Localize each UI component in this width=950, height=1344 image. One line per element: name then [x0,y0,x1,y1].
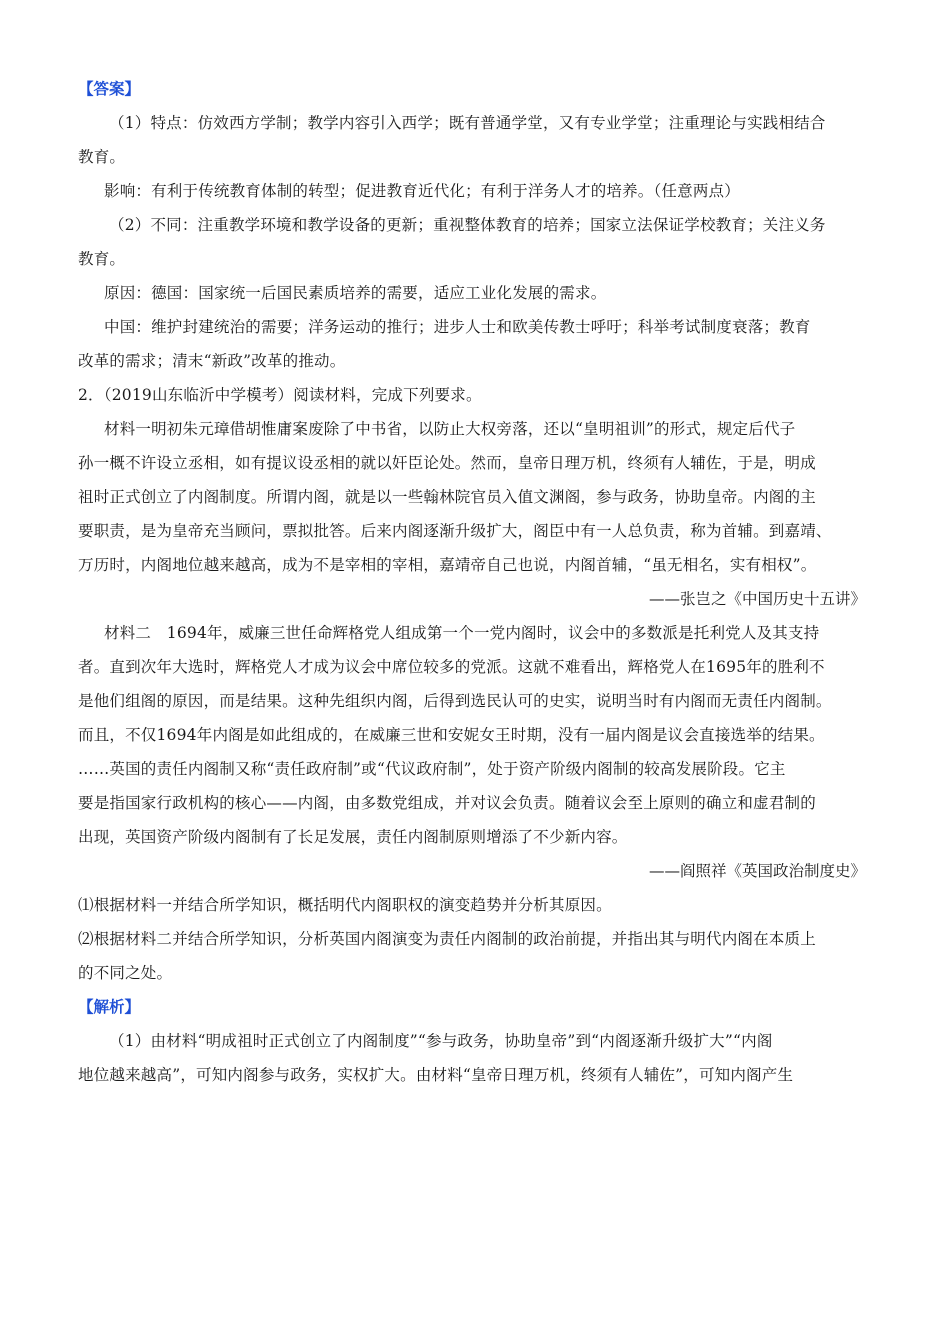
material2-line: 出现，英国资产阶级内阁制有了长足发展，责任内阁制原则增添了不少新内容。 [78,828,628,846]
requirement-line: ⑴根据材料一并结合所学知识，概括明代内阁职权的演变趋势并分析其原因。 [78,896,612,914]
analysis-line: 地位越来越高”，可知内阁参与政务，实权扩大。由材料“皇帝日理万机，终须有人辅佐”，可知内阁产生 [78,1066,794,1084]
material2-line: 者。直到次年大选时，辉格党人才成为议会中席位较多的党派。这就不难看出，辉格党人在1695年的胜利不 [78,658,825,676]
analysis-line: （1）由材料“明成祖时正式创立了内阁制度”“参与政务，协助皇帝”到“内阁逐渐升级扩大”“内阁 [109,1032,773,1050]
material2-line: ……英国的责任内阁制又称“责任政府制”或“代议政府制”，处于资产阶级内阁制的较高发展阶段。它主 [78,760,786,778]
material2-line: 材料二 1694年，威廉三世任命辉格党人组成第一个一党内阁时，议会中的多数派是托利党人及其支持 [104,624,820,642]
answer-line: 影响：有利于传统教育体制的转型；促进教育近代化；有利于洋务人才的培养。（任意两点） [104,182,740,200]
question-title: 2．（2019山东临沂中学模考）阅读材料，完成下列要求。 [78,386,482,404]
answer-line: 教育。 [78,148,126,166]
material2-source: ——阎照祥《英国政治制度史》 [648,862,866,880]
material1-source: ——张岂之《中国历史十五讲》 [648,590,866,608]
material2-line: 是他们组阁的原因，而是结果。这种先组织内阁，后得到选民认可的史实，说明当时有内阁而无责任内阁制。 [78,692,832,710]
material2-line: 要是指国家行政机构的核心——内阁，由多数党组成，并对议会负责。随着议会至上原则的确立和虚君制的 [78,794,816,812]
document-page [78,72,878,1092]
material1-line: 材料一明初朱元璋借胡惟庸案废除了中书省，以防止大权旁落，还以“皇明祖训”的形式，规定后代子 [104,420,796,438]
answer-heading: 【答案】 [78,80,141,98]
requirement-line: ⑵根据材料二并结合所学知识，分析英国内阁演变为责任内阁制的政治前提，并指出其与明代内阁在本质上 [78,930,816,948]
analysis-heading: 【解析】 [78,998,141,1016]
material1-line: 要职责，是为皇帝充当顾问，票拟批答。后来内阁逐渐升级扩大，阁臣中有一人总负责，称为首辅。到嘉靖、 [78,522,832,540]
requirement-line: 的不同之处。 [78,964,173,982]
answer-line: 中国：维护封建统治的需要；洋务运动的推行；进步人士和欧美传教士呼吁；科举考试制度衰落；教育 [104,318,811,336]
answer-line: （2）不同：注重教学环境和教学设备的更新；重视整体教育的培养；国家立法保证学校教育；关注义务 [109,216,826,234]
material1-line: 万历时，内阁地位越来越高，成为不是宰相的宰相，嘉靖帝自己也说，内阁首辅，“虽无相名，实有相权”。 [78,556,817,574]
material1-line: 祖时正式创立了内阁制度。所谓内阁，就是以一些翰林院官员入值文渊阁，参与政务，协助皇帝。内阁的主 [78,488,816,506]
answer-line: 教育。 [78,250,126,268]
answer-line: 改革的需求；清末“新政”改革的推动。 [78,352,346,370]
answer-line: 原因：德国：国家统一后国民素质培养的需要，适应工业化发展的需求。 [104,284,607,302]
answer-line: （1）特点：仿效西方学制；教学内容引入西学；既有普通学堂，又有专业学堂；注重理论与实践相结合 [109,114,826,132]
material1-line: 孙一概不许设立丞相，如有提议设丞相的就以奸臣论处。然而，皇帝日理万机，终须有人辅佐，于是，明成 [78,454,816,472]
material2-line: 而且，不仅1694年内阁是如此组成的，在威廉三世和安妮女王时期，没有一届内阁是议会直接选举的结果。 [78,726,825,744]
